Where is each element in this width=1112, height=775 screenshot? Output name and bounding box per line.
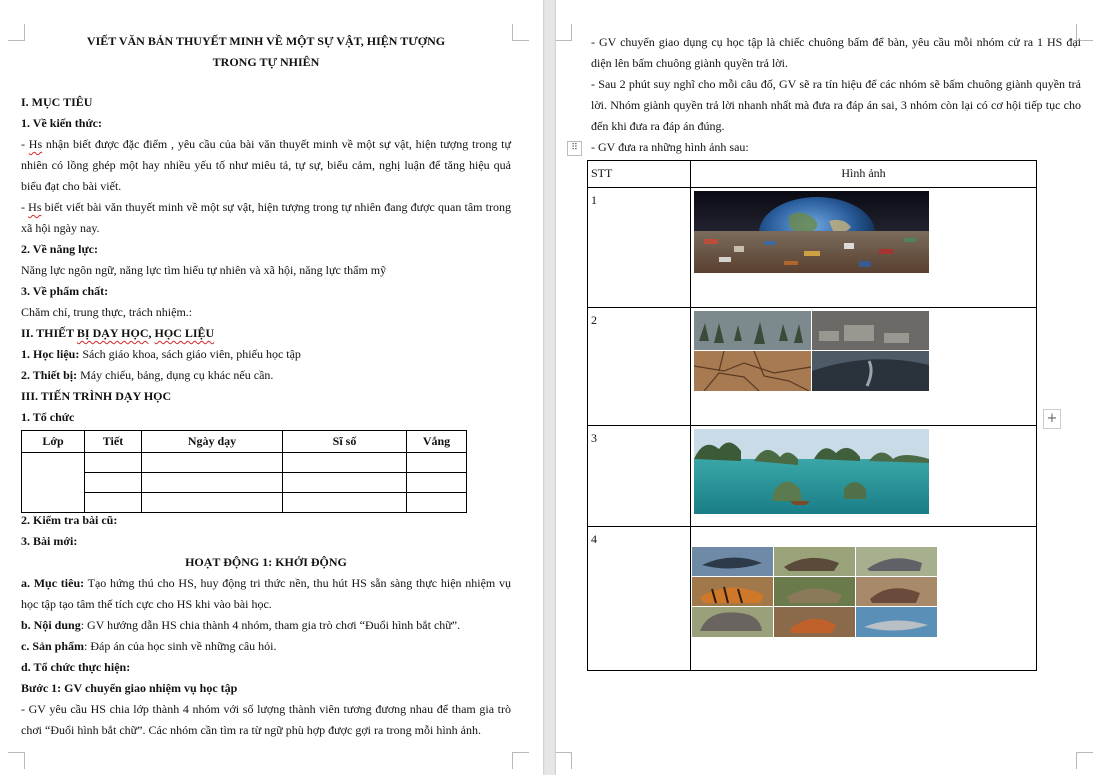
table-cell[interactable] (85, 473, 142, 493)
paragraph-product: c. Sản phẩm: Đáp án của học sinh về những câu hỏi. (21, 639, 277, 653)
table-move-handle-icon[interactable]: ⠿ (567, 141, 582, 156)
section-heading-objectives: I. MỤC TIÊU (21, 95, 93, 109)
add-row-plus-icon[interactable]: + (1043, 409, 1061, 429)
spell-flag: Hs (28, 137, 43, 151)
earth-pollution-image[interactable] (694, 191, 929, 273)
paragraph-content: b. Nội dung: GV hướng dẫn HS chia thành 4 nhóm, tham gia trò chơi “Đuổi hình bắt chữ”. (21, 618, 461, 632)
table-header-date: Ngày dạy (142, 431, 283, 453)
endangered-animals-collage-image[interactable] (692, 547, 937, 637)
table-cell[interactable] (142, 473, 283, 493)
crop-mark (556, 24, 572, 41)
subheading-step1: Bước 1: GV chuyển giao nhiệm vụ học tập (21, 681, 238, 695)
table-row[interactable] (588, 527, 1037, 671)
row-number: 2 (588, 308, 691, 426)
table-header-image: Hình ảnh (691, 161, 1037, 188)
page-content[interactable] (21, 30, 511, 741)
table-cell[interactable] (407, 473, 467, 493)
crop-mark (8, 752, 25, 769)
spell-flag: Hs (28, 200, 42, 214)
paragraph-rules: - Sau 2 phút suy nghĩ cho mỗi câu đố, GV sẽ ra tín hiệu để các nhóm sẽ bấm chuông giành quyền trả lời. Nhóm giành quyền trả lời nhanh nhất mà đưa ra đáp án sai, 3 nhóm còn lại có cơ hội tiếp tục cho đến khi đưa ra đáp án đúng. (591, 77, 1081, 133)
climate-disaster-collage-image[interactable] (694, 311, 929, 391)
table-cell[interactable] (142, 453, 283, 473)
subheading-qualities: 3. Về phẩm chất: (21, 284, 109, 298)
paragraph-materials: 1. Học liệu: Sách giáo khoa, sách giáo viên, phiếu học tập (21, 347, 301, 361)
table-cell[interactable] (142, 493, 283, 513)
image-cell[interactable] (691, 426, 1037, 527)
crop-mark (556, 752, 572, 769)
page-content[interactable] (591, 32, 1081, 671)
table-cell[interactable] (283, 493, 407, 513)
table-header-period: Tiết (85, 431, 142, 453)
table-header-class: Lớp (22, 431, 85, 453)
table-cell[interactable] (283, 473, 407, 493)
table-row[interactable] (22, 453, 467, 473)
paragraph-knowledge-1: - Hs nhận biết được đặc điểm , yêu cầu của bài văn thuyết minh về một sự vật, hiện tượng trong tự nhiên có lồng ghép một hay nhiều yếu tố như miêu tả, tự sự, biểu cảm, nghị luận để tăng hiệu quả biểu đạt cho bài viết. (21, 137, 512, 193)
paragraph-qualities: Chăm chỉ, trung thực, trách nhiệm.: (21, 305, 193, 319)
subheading-knowledge: 1. Về kiến thức: (21, 116, 102, 130)
section-heading-equipment: II. THIẾT BỊ DẠY HỌC, HỌC LIỆU (21, 326, 215, 340)
activity-heading: HOẠT ĐỘNG 1: KHỞI ĐỘNG (185, 555, 347, 569)
subheading-competence: 2. Về năng lực: (21, 242, 98, 256)
row-number: 3 (588, 426, 691, 527)
table-cell[interactable] (85, 493, 142, 513)
paragraph-images-intro: - GV đưa ra những hình ảnh sau: (591, 140, 749, 154)
table-row[interactable] (22, 493, 467, 513)
section-heading-process: III. TIẾN TRÌNH DẠY HỌC (21, 389, 172, 403)
paragraph-devices: 2. Thiết bị: Máy chiếu, bảng, dụng cụ khác nếu cần. (21, 368, 274, 382)
table-header-absent: Vắng (407, 431, 467, 453)
paragraph-knowledge-2: - Hs biết viết bài văn thuyết minh về một sự vật, hiện tượng trong tự nhiên đang được quan tâm trong xã hội ngày nay. (21, 200, 511, 235)
table-row[interactable] (22, 473, 467, 493)
ha-long-bay-image[interactable] (694, 429, 929, 514)
document-page-left (0, 0, 543, 775)
image-cell[interactable] (691, 527, 1037, 671)
subheading-organization: 1. Tổ chức (21, 410, 75, 424)
table-row[interactable] (588, 188, 1037, 308)
subheading-review: 2. Kiểm tra bài cũ: (21, 513, 118, 527)
table-cell[interactable] (407, 453, 467, 473)
image-cell[interactable] (691, 308, 1037, 426)
image-cell[interactable] (691, 188, 1037, 308)
table-cell[interactable] (22, 453, 85, 513)
document-title-line2: TRONG TỰ NHIÊN (212, 55, 320, 69)
table-row[interactable] (588, 308, 1037, 426)
crop-mark (1076, 752, 1093, 769)
paragraph-bell: - GV chuyển giao dụng cụ học tập là chiếc chuông bấm để bàn, yêu cầu mỗi nhóm cử ra 1 HS đại diện lên bấm chuông giành quyền trả lời. (591, 35, 1081, 70)
document-page-right (556, 0, 1112, 775)
crop-mark (512, 24, 529, 41)
table-cell[interactable] (283, 453, 407, 473)
paragraph-competence: Năng lực ngôn ngữ, năng lực tìm hiểu tự nhiên và xã hội, năng lực thẩm mỹ (21, 263, 387, 277)
subheading-new-lesson: 3. Bài mới: (21, 534, 78, 548)
row-number: 4 (588, 527, 691, 671)
paragraph-step1: - GV yêu cầu HS chia lớp thành 4 nhóm với số lượng thành viên tương đương nhau để tham gia trò chơi “Đuổi hình bắt chữ”. Các nhóm cần tìm ra từ ngữ phù hợp được gợi ra trong mỗi hình ảnh. (21, 702, 511, 737)
table-header-stt: STT (588, 161, 691, 188)
paragraph-objective: a. Mục tiêu: Tạo hứng thú cho HS, huy động tri thức nền, thu hút HS sẵn sàng thực hiện nhiệm vụ học tập tạo tâm thế tích cực cho HS khi vào bài học. (21, 576, 511, 611)
organization-table[interactable] (21, 430, 467, 513)
crop-mark (512, 752, 529, 769)
table-cell[interactable] (85, 453, 142, 473)
image-quiz-table[interactable] (587, 160, 1037, 671)
document-title-line1: VIẾT VĂN BẢN THUYẾT MINH VỀ MỘT SỰ VẬT, HIỆN TƯỢNG (86, 34, 446, 48)
table-cell[interactable] (407, 493, 467, 513)
table-row[interactable] (588, 426, 1037, 527)
table-header-attendance: Sĩ số (283, 431, 407, 453)
subheading-implementation: d. Tổ chức thực hiện: (21, 660, 131, 674)
row-number: 1 (588, 188, 691, 308)
